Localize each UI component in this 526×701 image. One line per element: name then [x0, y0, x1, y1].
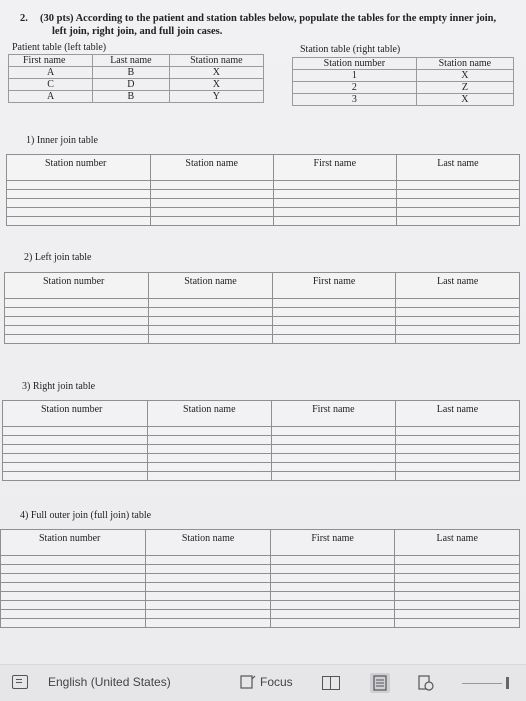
right-join-label: 3) Right join table: [22, 381, 96, 392]
table-cell: X: [169, 67, 263, 79]
table-row: [3, 445, 520, 454]
station-header-number: Station number: [293, 58, 417, 70]
print-layout-button[interactable]: [370, 673, 390, 693]
table-cell: X: [416, 94, 513, 106]
answer-cell[interactable]: [147, 445, 271, 454]
station-header-name: Station name: [416, 58, 513, 70]
table-row: [7, 199, 520, 208]
answer-cell[interactable]: [273, 217, 396, 226]
col-header-station-number: Station number: [3, 401, 148, 427]
answer-cell[interactable]: [395, 583, 520, 592]
col-header-first-name: First name: [271, 401, 395, 427]
table-cell: C: [9, 79, 93, 91]
answer-cell[interactable]: [396, 217, 519, 226]
inner-join-table: [6, 154, 520, 226]
answer-cell[interactable]: [272, 299, 396, 308]
table-row: [3, 454, 520, 463]
table-row: [5, 308, 520, 317]
answer-cell[interactable]: [146, 556, 271, 565]
answer-cell[interactable]: [3, 472, 148, 481]
answer-cell[interactable]: [273, 190, 396, 199]
answer-cell[interactable]: [1, 556, 146, 565]
answer-cell[interactable]: [149, 317, 273, 326]
left-join-label: 2) Left join table: [24, 252, 92, 263]
answer-cell[interactable]: [7, 208, 151, 217]
question-line-1: (30 pts) According to the patient and station tables below, populate the tables for the empty inner join,: [40, 13, 497, 24]
col-header-first-name: First name: [272, 273, 396, 299]
answer-cell[interactable]: [150, 199, 273, 208]
answer-cell[interactable]: [7, 217, 151, 226]
table-row: [3, 472, 520, 481]
answer-cell[interactable]: [1, 610, 146, 619]
answer-cell[interactable]: [395, 463, 519, 472]
answer-cell[interactable]: [146, 565, 271, 574]
answer-cell[interactable]: [270, 619, 395, 628]
table-row: [5, 326, 520, 335]
answer-cell[interactable]: [147, 436, 271, 445]
answer-cell[interactable]: [395, 427, 519, 436]
patient-header-last-name: Last name: [93, 55, 170, 67]
answer-cell[interactable]: [147, 463, 271, 472]
answer-cell[interactable]: [396, 317, 520, 326]
table-row: [293, 82, 514, 94]
answer-cell[interactable]: [271, 436, 395, 445]
col-header-last-name: Last name: [395, 530, 520, 556]
table-row: [1, 619, 520, 628]
inner-join-label: 1) Inner join table: [26, 135, 98, 146]
question-line-2: left join, right join, and full join cases.: [52, 26, 223, 37]
patient-table-caption: Patient table (left table): [12, 42, 107, 53]
answer-cell[interactable]: [396, 190, 519, 199]
answer-cell[interactable]: [395, 436, 519, 445]
col-header-station-name: Station name: [150, 155, 273, 181]
table-cell: 3: [293, 94, 417, 106]
focus-label: Focus: [260, 675, 293, 689]
web-layout-icon: [418, 675, 434, 691]
station-table-caption: Station table (right table): [300, 44, 401, 55]
table-cell: B: [93, 67, 170, 79]
right-join-table: [2, 400, 520, 481]
answer-cell[interactable]: [396, 181, 519, 190]
answer-cell[interactable]: [149, 326, 273, 335]
col-header-first-name: First name: [273, 155, 396, 181]
answer-cell[interactable]: [273, 208, 396, 217]
table-cell: 1: [293, 70, 417, 82]
answer-cell[interactable]: [395, 619, 520, 628]
answer-cell[interactable]: [1, 583, 146, 592]
answer-cell[interactable]: [395, 601, 520, 610]
answer-cell[interactable]: [270, 574, 395, 583]
answer-cell[interactable]: [271, 427, 395, 436]
proofing-icon: [12, 675, 28, 689]
read-mode-icon: [322, 676, 340, 690]
table-row: [1, 556, 520, 565]
answer-cell[interactable]: [395, 565, 520, 574]
answer-cell[interactable]: [1, 592, 146, 601]
table-row: [9, 79, 264, 91]
col-header-station-number: Station number: [7, 155, 151, 181]
question-number: 2.: [20, 13, 28, 24]
answer-cell[interactable]: [147, 472, 271, 481]
table-row: [293, 70, 514, 82]
status-bar: [0, 664, 526, 701]
answer-cell[interactable]: [271, 472, 395, 481]
table-cell: Y: [169, 91, 263, 103]
table-row: [5, 317, 520, 326]
table-row: [1, 565, 520, 574]
table-row: [7, 181, 520, 190]
answer-cell[interactable]: [396, 299, 520, 308]
answer-cell[interactable]: [150, 217, 273, 226]
language-label: English (United States): [48, 675, 171, 689]
answer-cell[interactable]: [395, 592, 520, 601]
answer-cell[interactable]: [7, 190, 151, 199]
answer-cell[interactable]: [1, 601, 146, 610]
answer-cell[interactable]: [271, 445, 395, 454]
answer-cell[interactable]: [270, 601, 395, 610]
table-cell: 2: [293, 82, 417, 94]
answer-cell[interactable]: [395, 556, 520, 565]
answer-cell[interactable]: [270, 610, 395, 619]
web-layout-button[interactable]: [418, 675, 434, 691]
answer-cell[interactable]: [3, 445, 148, 454]
answer-cell[interactable]: [272, 308, 396, 317]
focus-icon: [240, 675, 256, 689]
col-header-last-name: Last name: [396, 273, 520, 299]
table-row: [1, 574, 520, 583]
question-text: [20, 12, 510, 38]
answer-cell[interactable]: [271, 463, 395, 472]
zoom-slider-thumb[interactable]: [506, 677, 509, 689]
zoom-slider-track[interactable]: [462, 683, 502, 684]
col-header-first-name: First name: [270, 530, 395, 556]
answer-cell[interactable]: [272, 317, 396, 326]
left-join-table: [4, 272, 520, 344]
table-row: [7, 217, 520, 226]
answer-cell[interactable]: [270, 583, 395, 592]
table-cell: A: [9, 67, 93, 79]
focus-button[interactable]: [240, 675, 293, 689]
answer-cell[interactable]: [146, 619, 271, 628]
table-row: [3, 436, 520, 445]
table-row: [293, 94, 514, 106]
answer-cell[interactable]: [396, 326, 520, 335]
answer-cell[interactable]: [395, 472, 519, 481]
answer-cell[interactable]: [5, 326, 149, 335]
answer-cell[interactable]: [395, 445, 519, 454]
answer-cell[interactable]: [270, 565, 395, 574]
read-mode-button[interactable]: [322, 676, 340, 690]
col-header-last-name: Last name: [395, 401, 519, 427]
patient-header-station-name: Station name: [169, 55, 263, 67]
patient-table: [8, 54, 264, 103]
answer-cell[interactable]: [147, 427, 271, 436]
answer-cell[interactable]: [7, 181, 151, 190]
col-header-station-name: Station name: [149, 273, 273, 299]
answer-cell[interactable]: [396, 208, 519, 217]
answer-cell[interactable]: [5, 299, 149, 308]
table-cell: X: [169, 79, 263, 91]
answer-cell[interactable]: [147, 454, 271, 463]
answer-cell[interactable]: [5, 308, 149, 317]
full-join-table: [0, 529, 520, 628]
answer-cell[interactable]: [150, 208, 273, 217]
answer-cell[interactable]: [149, 299, 273, 308]
answer-cell[interactable]: [395, 454, 519, 463]
answer-cell[interactable]: [1, 574, 146, 583]
language-button[interactable]: [48, 675, 171, 689]
answer-cell[interactable]: [146, 601, 271, 610]
col-header-station-number: Station number: [1, 530, 146, 556]
table-row: [7, 190, 520, 199]
answer-cell[interactable]: [5, 317, 149, 326]
answer-cell[interactable]: [272, 326, 396, 335]
table-cell: X: [416, 70, 513, 82]
answer-cell[interactable]: [7, 199, 151, 208]
table-row: [1, 583, 520, 592]
answer-cell[interactable]: [272, 335, 396, 344]
answer-cell[interactable]: [3, 454, 148, 463]
station-table: [292, 57, 514, 106]
answer-cell[interactable]: [150, 181, 273, 190]
answer-cell[interactable]: [273, 199, 396, 208]
table-cell: D: [93, 79, 170, 91]
answer-cell[interactable]: [146, 574, 271, 583]
full-join-label: 4) Full outer join (full join) table: [20, 510, 152, 521]
table-cell: Z: [416, 82, 513, 94]
proofing-button[interactable]: [12, 675, 28, 689]
answer-cell[interactable]: [270, 592, 395, 601]
answer-cell[interactable]: [146, 610, 271, 619]
answer-cell[interactable]: [149, 335, 273, 344]
answer-cell[interactable]: [149, 308, 273, 317]
answer-cell[interactable]: [395, 610, 520, 619]
table-row: [9, 91, 264, 103]
answer-cell[interactable]: [396, 308, 520, 317]
table-row: [5, 335, 520, 344]
answer-cell[interactable]: [396, 335, 520, 344]
answer-cell[interactable]: [3, 463, 148, 472]
table-row: [1, 592, 520, 601]
answer-cell[interactable]: [3, 427, 148, 436]
table-cell: A: [9, 91, 93, 103]
answer-cell[interactable]: [146, 592, 271, 601]
col-header-station-name: Station name: [147, 401, 271, 427]
table-row: [9, 67, 264, 79]
answer-cell[interactable]: [273, 181, 396, 190]
answer-cell[interactable]: [5, 335, 149, 344]
table-row: [5, 299, 520, 308]
answer-cell[interactable]: [150, 190, 273, 199]
answer-cell[interactable]: [1, 565, 146, 574]
table-row: [3, 427, 520, 436]
table-row: [7, 208, 520, 217]
answer-cell[interactable]: [395, 574, 520, 583]
answer-cell[interactable]: [1, 619, 146, 628]
table-cell: B: [93, 91, 170, 103]
patient-header-first-name: First name: [9, 55, 93, 67]
print-layout-icon: [373, 675, 387, 691]
answer-cell[interactable]: [146, 583, 271, 592]
answer-cell[interactable]: [270, 556, 395, 565]
table-row: [1, 601, 520, 610]
table-row: [3, 463, 520, 472]
answer-cell[interactable]: [271, 454, 395, 463]
col-header-station-number: Station number: [5, 273, 149, 299]
col-header-last-name: Last name: [396, 155, 519, 181]
col-header-station-name: Station name: [146, 530, 271, 556]
answer-cell[interactable]: [3, 436, 148, 445]
table-row: [1, 610, 520, 619]
answer-cell[interactable]: [396, 199, 519, 208]
